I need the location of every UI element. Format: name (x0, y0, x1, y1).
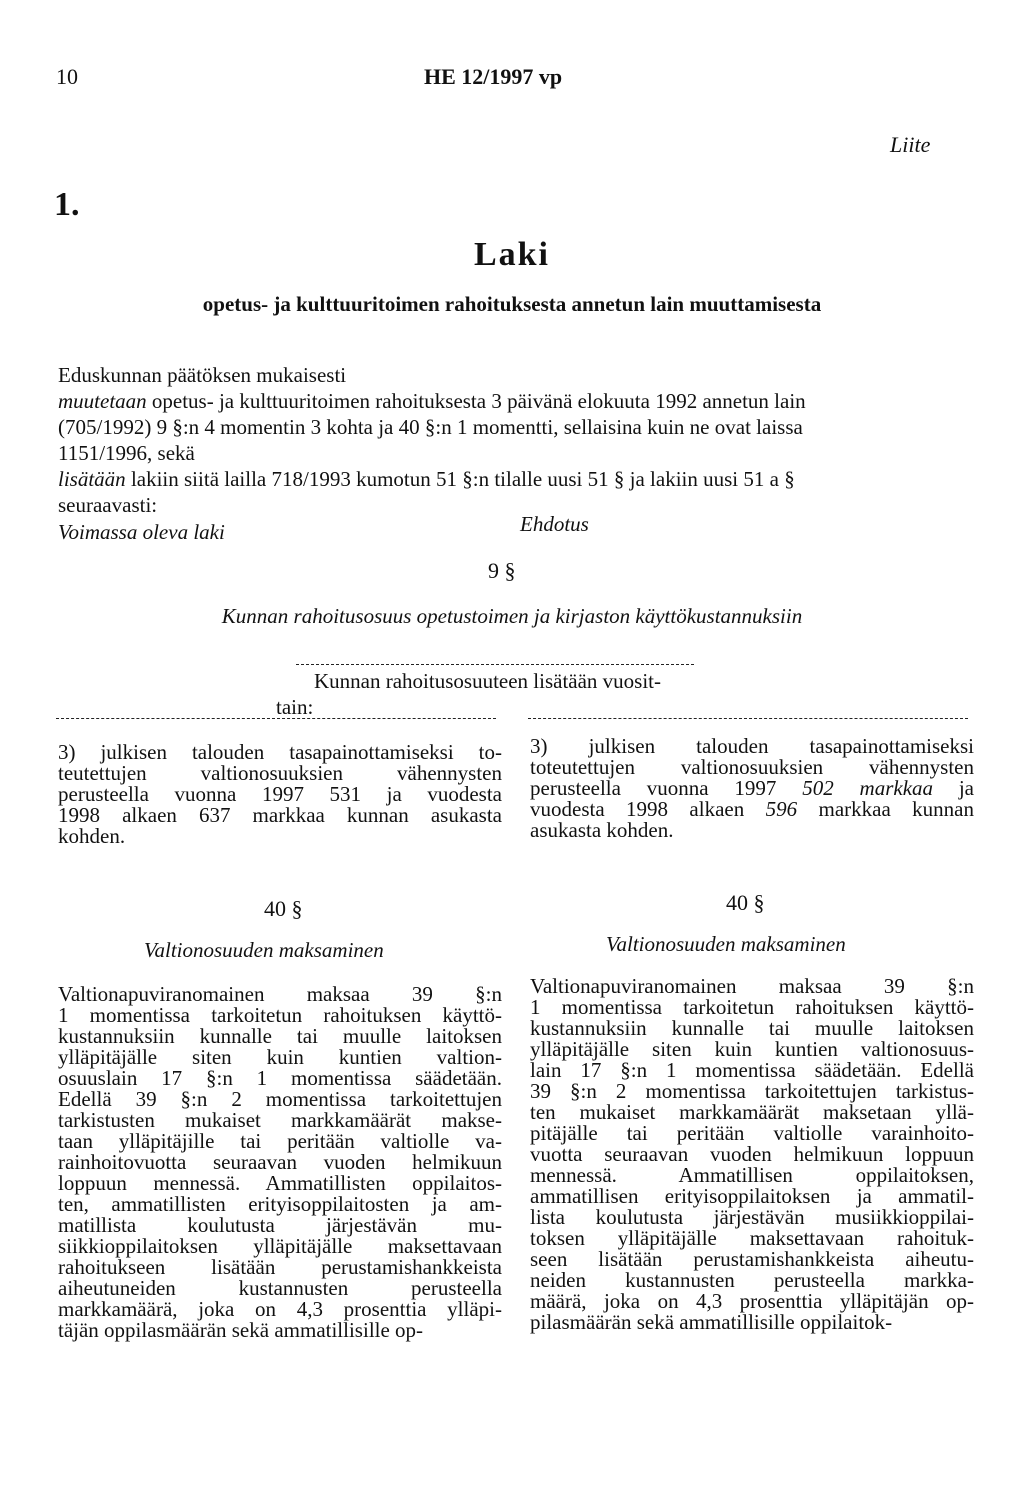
section-40-number-right: 40 § (726, 890, 765, 915)
intro-line: 1151/1996, sekä (58, 441, 195, 465)
section-9-number: 9 § (488, 558, 516, 583)
text-run: perusteella vuonna 1997 (530, 776, 803, 800)
text-line: kustannuksiin kunnalle tai muulle laitoksen (530, 1016, 974, 1040)
text-line: Valtionapuviranomainen maksaa 39 §:n (58, 982, 502, 1006)
text-line: kustannuksiin kunnalle tai muulle laitoksen (58, 1024, 502, 1048)
text-line: ylläpitäjälle siten kuin kuntien valtion- (58, 1045, 502, 1069)
text-line: ten, ammatillisten erityisoppilaitosten ja am- (58, 1192, 502, 1216)
text-line: määrä, joka on 4,3 prosenttia ylläpitäjän op- (530, 1289, 974, 1313)
text-line: 3) julkisen talouden tasapainottamiseksi to- (58, 740, 502, 764)
text-line: matillista koulutusta järjestävän mu- (58, 1213, 502, 1237)
section-9-unchanged-text (276, 668, 694, 720)
section-40-number-left: 40 § (264, 896, 303, 921)
page-number: 10 (56, 64, 78, 89)
omission-line (528, 718, 968, 719)
intro-verb: lisätään (58, 467, 126, 491)
text-line: seen lisätään perustamishankkeista aiheutu- (530, 1247, 974, 1271)
section-40-title-right: Valtionosuuden maksaminen (606, 932, 846, 956)
text-line: ammatillisen erityisoppilaitoksen ja ammatil- (530, 1184, 974, 1208)
text-line: osuuslain 17 §:n 1 momentissa säädetään. (58, 1066, 502, 1090)
text-line: pilasmäärän sekä ammatillisille oppilaitok- (530, 1310, 893, 1334)
text-line: 1998 alkaen 637 markkaa kunnan asukasta (58, 803, 502, 827)
text-line: täjän oppilasmäärän sekä ammatillisille op- (58, 1318, 424, 1342)
right-item-3 (530, 736, 974, 841)
omission-line (56, 718, 496, 719)
text-run: markkaa kunnan (797, 797, 974, 821)
text-line: Valtionapuviranomainen maksaa 39 §:n (530, 974, 974, 998)
intro-paragraph (58, 362, 968, 518)
text-line: 1 momentissa tarkoitetun rahoituksen käyttö- (530, 995, 974, 1019)
intro-line (58, 388, 968, 414)
section-number: 1. (54, 186, 80, 223)
text-line (530, 778, 974, 799)
text-line: Edellä 39 §:n 2 momentissa tarkoitettujen (58, 1087, 502, 1111)
appendix-label: Liite (890, 132, 931, 157)
text-line: Kunnan rahoitusosuuteen lisätään vuosit- (314, 669, 662, 693)
text-line: rahoitukseen lisätään perustamishankkeista (58, 1255, 502, 1279)
intro-verb: muutetaan (58, 389, 147, 413)
text-line: mennessä. Ammatillisen oppilaitoksen, (530, 1163, 974, 1187)
text-line: 3) julkisen talouden tasapainottamiseksi (530, 734, 974, 758)
text-line: rainhoitovuotta seuraavan vuoden helmikuun (58, 1150, 502, 1174)
text-line: vuotta seuraavan vuoden helmikuun loppuun (530, 1142, 974, 1166)
text-line: teutettujen valtionosuuksien vähennysten (58, 761, 502, 785)
intro-line: seuraavasti: (58, 493, 158, 517)
text-line (530, 799, 974, 820)
text-run: vuodesta 1998 alkaen (530, 797, 766, 821)
text-line: asukasta kohden. (530, 818, 674, 842)
intro-line (58, 466, 968, 492)
intro-line: (705/1992) 9 §:n 4 momentin 3 kohta ja 40 §:n 1 momentti, sellaisina kuin ne ovat laissa (58, 415, 803, 439)
law-title: Laki (473, 236, 551, 273)
omission-line (296, 664, 694, 665)
amended-value: 502 markkaa (802, 776, 934, 800)
text-line: siikkioppilaitoksen ylläpitäjälle maksettavaan (58, 1234, 502, 1258)
text-line: tain: (276, 695, 314, 719)
text-line: perusteella vuonna 1997 531 ja vuodesta (58, 782, 502, 806)
text-line: lista koulutusta järjestävän musiikkioppilai- (530, 1205, 974, 1229)
amended-value: 596 (765, 797, 798, 821)
section-9-title: Kunnan rahoitusosuus opetustoimen ja kirjaston käyttökustannuksiin (221, 604, 803, 628)
text-line: kohden. (58, 824, 126, 848)
text-line: toksen ylläpitäjälle maksettavaan rahoituk- (530, 1226, 974, 1250)
text-line: ylläpitäjälle siten kuin kuntien valtionosuus- (530, 1037, 974, 1061)
text-line: 39 §:n 2 momentissa tarkoitettujen tarkistus- (530, 1079, 974, 1103)
left-section-40-body (58, 984, 502, 1341)
text-line: aiheutuneiden kustannusten perusteella (58, 1276, 502, 1300)
text-run: ja (933, 776, 975, 800)
intro-line: Eduskunnan päätöksen mukaisesti (58, 363, 347, 387)
text-line: markkamäärä, joka on 4,3 prosenttia ylläpi- (58, 1297, 502, 1321)
text-line: neiden kustannusten perusteella markka- (530, 1268, 974, 1292)
left-item-3 (58, 742, 502, 847)
document-id: HE 12/1997 vp (424, 64, 563, 89)
column-heading-current-law: Voimassa oleva laki (58, 520, 225, 544)
text-line: taan ylläpitäjille tai peritään valtiolle va- (58, 1129, 502, 1153)
text-line: pitäjälle tai peritään valtiolle varainhoito- (530, 1121, 974, 1145)
law-subtitle: opetus- ja kulttuuritoimen rahoituksesta annetun lain muuttamisesta (202, 292, 822, 316)
text-line: loppuun mennessä. Ammatillisten oppilaitos- (58, 1171, 502, 1195)
text-line: lain 17 §:n 1 momentissa säädetään. Edellä (530, 1058, 974, 1082)
right-section-40-body (530, 976, 974, 1333)
text-line: tarkistusten mukaiset markkamäärät makse- (58, 1108, 502, 1132)
text-line: ten mukaiset markkamäärät maksetaan yllä- (530, 1100, 974, 1124)
column-heading-proposal: Ehdotus (520, 512, 589, 536)
text-line: 1 momentissa tarkoitetun rahoituksen käyttö- (58, 1003, 502, 1027)
section-40-title-left: Valtionosuuden maksaminen (144, 938, 384, 962)
intro-text: lakiin siitä lailla 718/1993 kumotun 51 §:n tilalle uusi 51 § ja lakiin uusi 51 a § (125, 467, 795, 491)
text-line: toteutettujen valtionosuuksien vähennysten (530, 755, 974, 779)
intro-text: opetus- ja kulttuuritoimen rahoituksesta 3 päivänä elokuuta 1992 annetun lain (146, 389, 806, 413)
